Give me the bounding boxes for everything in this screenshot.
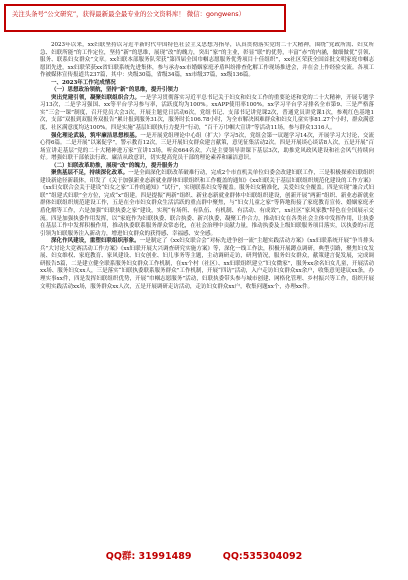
- paragraph-text: 一是制定了《xx妇女联合会“对标先进争创一流”主题实践活动方案》《xx妇联系统开展“争当排头兵”大讨论大竞赛活动工作方案》《xx妇联开展大兴调查研究实施方案》等，深化一线工作法，积极开展蹲点调研，典型引路，聚焦妇女发展、妇女维权、家庭教育、家风建设、妇女创业、妇儿事务等主题，主动调研走访，研判情况，服务妇女群众，献策建言促发展，完成调研报告5篇，二是建立健全联系服务妇女群众工作机制，在xx个村（社区）、xx妇联组织建立“妇女微家”，服务xx余名妇女儿童，开展活动xx场、服务妇女xx人，三是落实“妇联执委联系服务群众”工作机制，开展“四访”活动，入户走访妇女群众xx余户，收集意见建议xx条，办理实事xx件，四是发挥妇联组织优势，开展“巾帼志愿服务”活动，妇联执委带头参与城市创建、网格化管理、乡村振兴等工作，组织开展文明实践活动xx场，服务群众xx人次，五是开展调研走访活动，走访妇女群众xx户，收集问题xx个，办理xx件。: [40, 238, 374, 290]
- paragraph-text: 一是全面深化妇联改革破难行动，完成2个市直机关单位妇委会改建妇联工作，三是积极探索妇联组织建设新途径新载体，印发了《关于加强新业态新就业群体妇联组织和工作覆盖的通知》《xx妇联关于基层妇联组织规范化建设的工作方案》《xx妇女联合会关于建设“妇女之家”工作的通知》“试行”，实现联系妇女等覆盖。服务妇女精准化，关爱妇女全覆盖。四是实现“兼合式妇联”“组建式妇联”全方位，完成“x”组建。四是提振“两新”组织、新业态新就业群体中妇联组织建设，创新开展“两新”组织、新业态新就业群体妇联组织规范建设工作，五是在全市妇女群众生活活跃的重点群中聚焦，与“妇女儿童之家”等阵地衔接了家庭教育宣传、婚姻家庭矛盾化解等工作，六是加强“妇联执委之家”建设，实现“有场所、有队伍、有机制、有活动、有成效”，xx社区“家风家教”特色在全国展示交流。四是加强执委作用发挥，以“家庭作为妇联执委、联合执委、新兴执委，凝聚工作合力，推动妇女在各类社会主体中发挥作用，让执委在基层工作中发挥积极作用，推动执委联系服务群众常态化，在社会治理中贡献力量，推动执委及上级妇联服务项目落实，以执委的示范引领为妇联服务注入新动力，增进妇女群众的获得感、幸福感、安全感。: [40, 170, 374, 237]
- paragraph-reform: [40, 170, 374, 238]
- paragraph-lead: 深化作风建设，重塑妇联组织形象。: [51, 238, 140, 245]
- promo-banner-line-1: 关注头条号“公文研究”，获得最新最全最专业的公文资料库！ 微信：gongwens）: [12, 10, 245, 18]
- qq-group-label: QQ群: 31991489: [105, 551, 192, 562]
- qq-label: QQ:535304092: [222, 551, 303, 562]
- paragraph-theory: [40, 133, 374, 163]
- paragraph-style: [40, 238, 374, 291]
- paragraph-party-building: [40, 95, 374, 133]
- subsection-heading-1-1: （一）思想政治领航，坚持“新”的思维，提升引领力: [51, 87, 179, 94]
- section-heading-1: 一、2023年工作完成情况: [51, 79, 116, 86]
- contact-footer: [0, 548, 408, 568]
- paragraph-lead: 强化理论武装，筑牢廉洁思想根基。: [51, 132, 141, 139]
- paragraph-lead: 突出党建引领，凝聚妇联组织合力。: [51, 94, 141, 101]
- promo-banner: [4, 4, 286, 32]
- paragraph-lead: 聚焦基层不足，持续深化改革。: [51, 170, 129, 177]
- document-body: [40, 42, 374, 542]
- subsection-heading-1-2: （二）妇联改革助推，展现“改”的魄力，提升服务力: [51, 162, 179, 169]
- intro-paragraph: 2023年以来，xx妇联坚持以习近平新时代中国特色社会主义思想为指导，认真贯彻落实党的二十大精神，围绕“党政所需、妇女所急、妇联所能”的工作定位，坚持“新”的思维，展现“改”的魄力，突出“家”的主业，彰显“联”的优势，丰富“赤”的内涵，做细做优“引领、服务、联系妇女群众”文章。xx妇联本部服务队荣获“第四届全国巾帼志愿服务优秀项目十佳组织”，xx社区荣获全国首批文明家庭巾帼志愿团先进，xx妇联荣获xx省妇联系统先进集体，参与承办xx市婚姻家庭矛盾纠纷排查化解工作现场推进会，并在会上作经验交流。各项工作被媒体宣传报道共237篇，其中：央级30篇，省级34篇，xx市级37篇，xx级136篇。: [40, 42, 374, 79]
- paragraph-text: 一是学习贯彻落实习近平总书记关于妇女和妇女工作的重要论述和党的二十大精神，开展专题学习13次，二是学习强国、xx等平台学习参与率，活跃度均为100%。xxAPP使用率100%。xx学习平台学习排名全市第9、三是严格落实“三会一课”制度，召开党员大会3次，开展主题党日活动6次，党组书记、支部书记讲党课2次，普通党员讲党课1次，参观红色基地1次，支部“双报到双服务双报告”累计报到服务31次，服务时长106.78小时，为全市解决困难群众和妇女儿童实事81.27个小时，群众满意度、社区满意度均达100%。四是实施“基层妇联执行力提升”行动，“百千万巾帼大宣讲”等活动11场，参与群众1316人。: [40, 94, 374, 132]
- paragraph-text: 一是开展党组理论中心组（扩大）学习5次，党组会第一议题学习14次，开展学习大讨论，交流心得6篇。二是开展“以案促学”，警示教育12次，三是开展妇女群众建言献策，意见征集活动2次。四是开展谈心谈话8人次，五是开展“百场宣讲走基层”党的二十大精神进万家”宣讲13场，听众664名众，六是主要领导讲课下基层3次，助推党风政风建设和社会风气持续向好。增强妇联干部依法行政、廉洁从政意识，切实提高党员干部的理论素养和廉洁意识。: [40, 132, 374, 162]
